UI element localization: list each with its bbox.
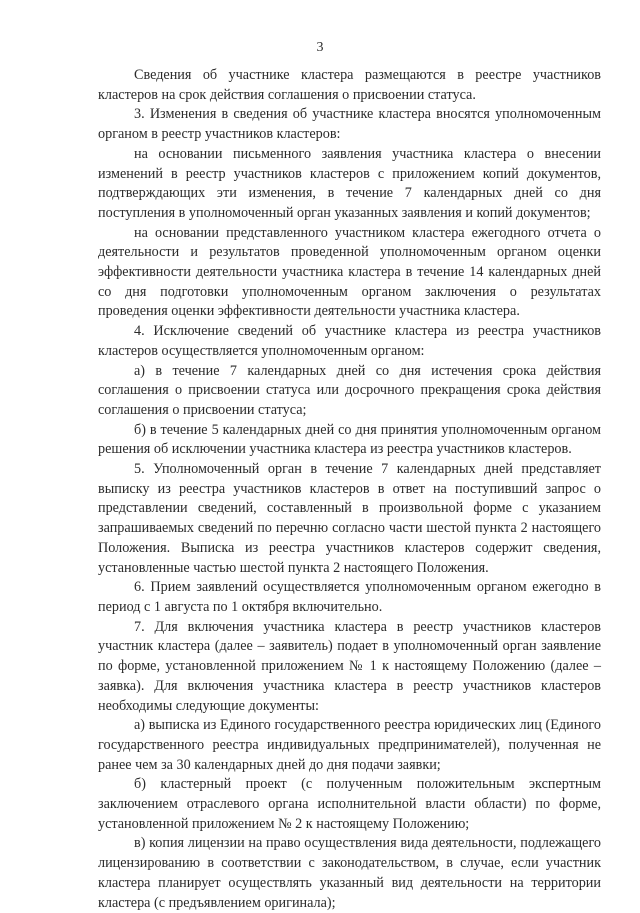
paragraph-item-4-b: б) в течение 5 календарных дней со дня принятия уполномоченным органом решения об исключении участника кластера из реестра участников кластеров. [98,421,601,458]
document-body [98,66,601,913]
paragraph-item-4-a: а) в течение 7 календарных дней со дня истечения срока действия соглашения о присвоении статуса или досрочного прекращения срока действия соглашения о присвоении статуса; [98,362,601,418]
paragraph-item-3-basis-application: на основании письменного заявления участника кластера о внесении изменений в реестр участников кластеров с приложением копий документов, подтверждающих эти изменения, в течение 7 календарных дней со дня поступления в уполномоченный орган указанных заявления и копий документов; [98,145,601,221]
paragraph-item-7: 7. Для включения участника кластера в реестр участников кластеров участник кластера (далее – заявитель) подает в уполномоченный орган заявление по форме, установленной приложением № 1 к настоящему Положению (далее – заявка). Для включения участника кластера в реестр участников кластеров необходимы следующие документы: [98,618,601,714]
paragraph-item-7-b: б) кластерный проект (с полученным положительным экспертным заключением отраслевого органа исполнительной власти области) по форме, установленной приложением № 2 к настоящему Положению; [98,776,601,832]
paragraph-item-7-a: а) выписка из Единого государственного реестра юридических лиц (Единого государственного реестра индивидуальных предпринимателей), полученная не ранее чем за 30 календарных дней до дня подачи заявки; [98,717,601,773]
paragraph-item-4: 4. Исключение сведений об участнике кластера из реестра участников кластеров осуществляется уполномоченным органом: [98,323,601,359]
paragraph-item-3: 3. Изменения в сведения об участнике кластера вносятся уполномоченным органом в реестр участников кластеров: [98,106,601,143]
paragraph-item-3-basis-report: на основании представленного участником кластера ежегодного отчета о деятельности и результатов проведенной уполномоченным органом оценки эффективности деятельности участника кластера в течение 14 календарных дней со дня подготовки уполномоченным органом заключения о результатах проведения оценки эффективности деятельности участника кластера. [98,224,601,320]
paragraph-item-7-v: в) копия лицензии на право осуществления вида деятельности, подлежащего лицензированию в соответствии с законодательством, в случае, если участник кластера планирует осуществлять указанный вид деятельности на территории кластера (с предъявлением оригинала); [98,835,601,911]
paragraph-item-5: 5. Уполномоченный орган в течение 7 календарных дней представляет выписку из реестра участников кластеров в ответ на поступивший запрос о представлении сведений, составленный в произвольной форме с указанием запрашиваемых сведений по перечню согласно части шестой пункта 2 настоящего Положения. Выписка из реестра участников кластеров содержит сведения, установленные частью шестой пункта 2 настоящего Положения. [98,461,601,576]
paragraph-item-6: 6. Прием заявлений осуществляется уполномоченным органом ежегодно в период с 1 августа по 1 октября включительно. [98,579,601,615]
page-number: 3 [316,40,324,55]
paragraph-registry-info: Сведения об участнике кластера размещаются в реестре участников кластеров на срок действия соглашения о присвоении статуса. [98,67,601,103]
